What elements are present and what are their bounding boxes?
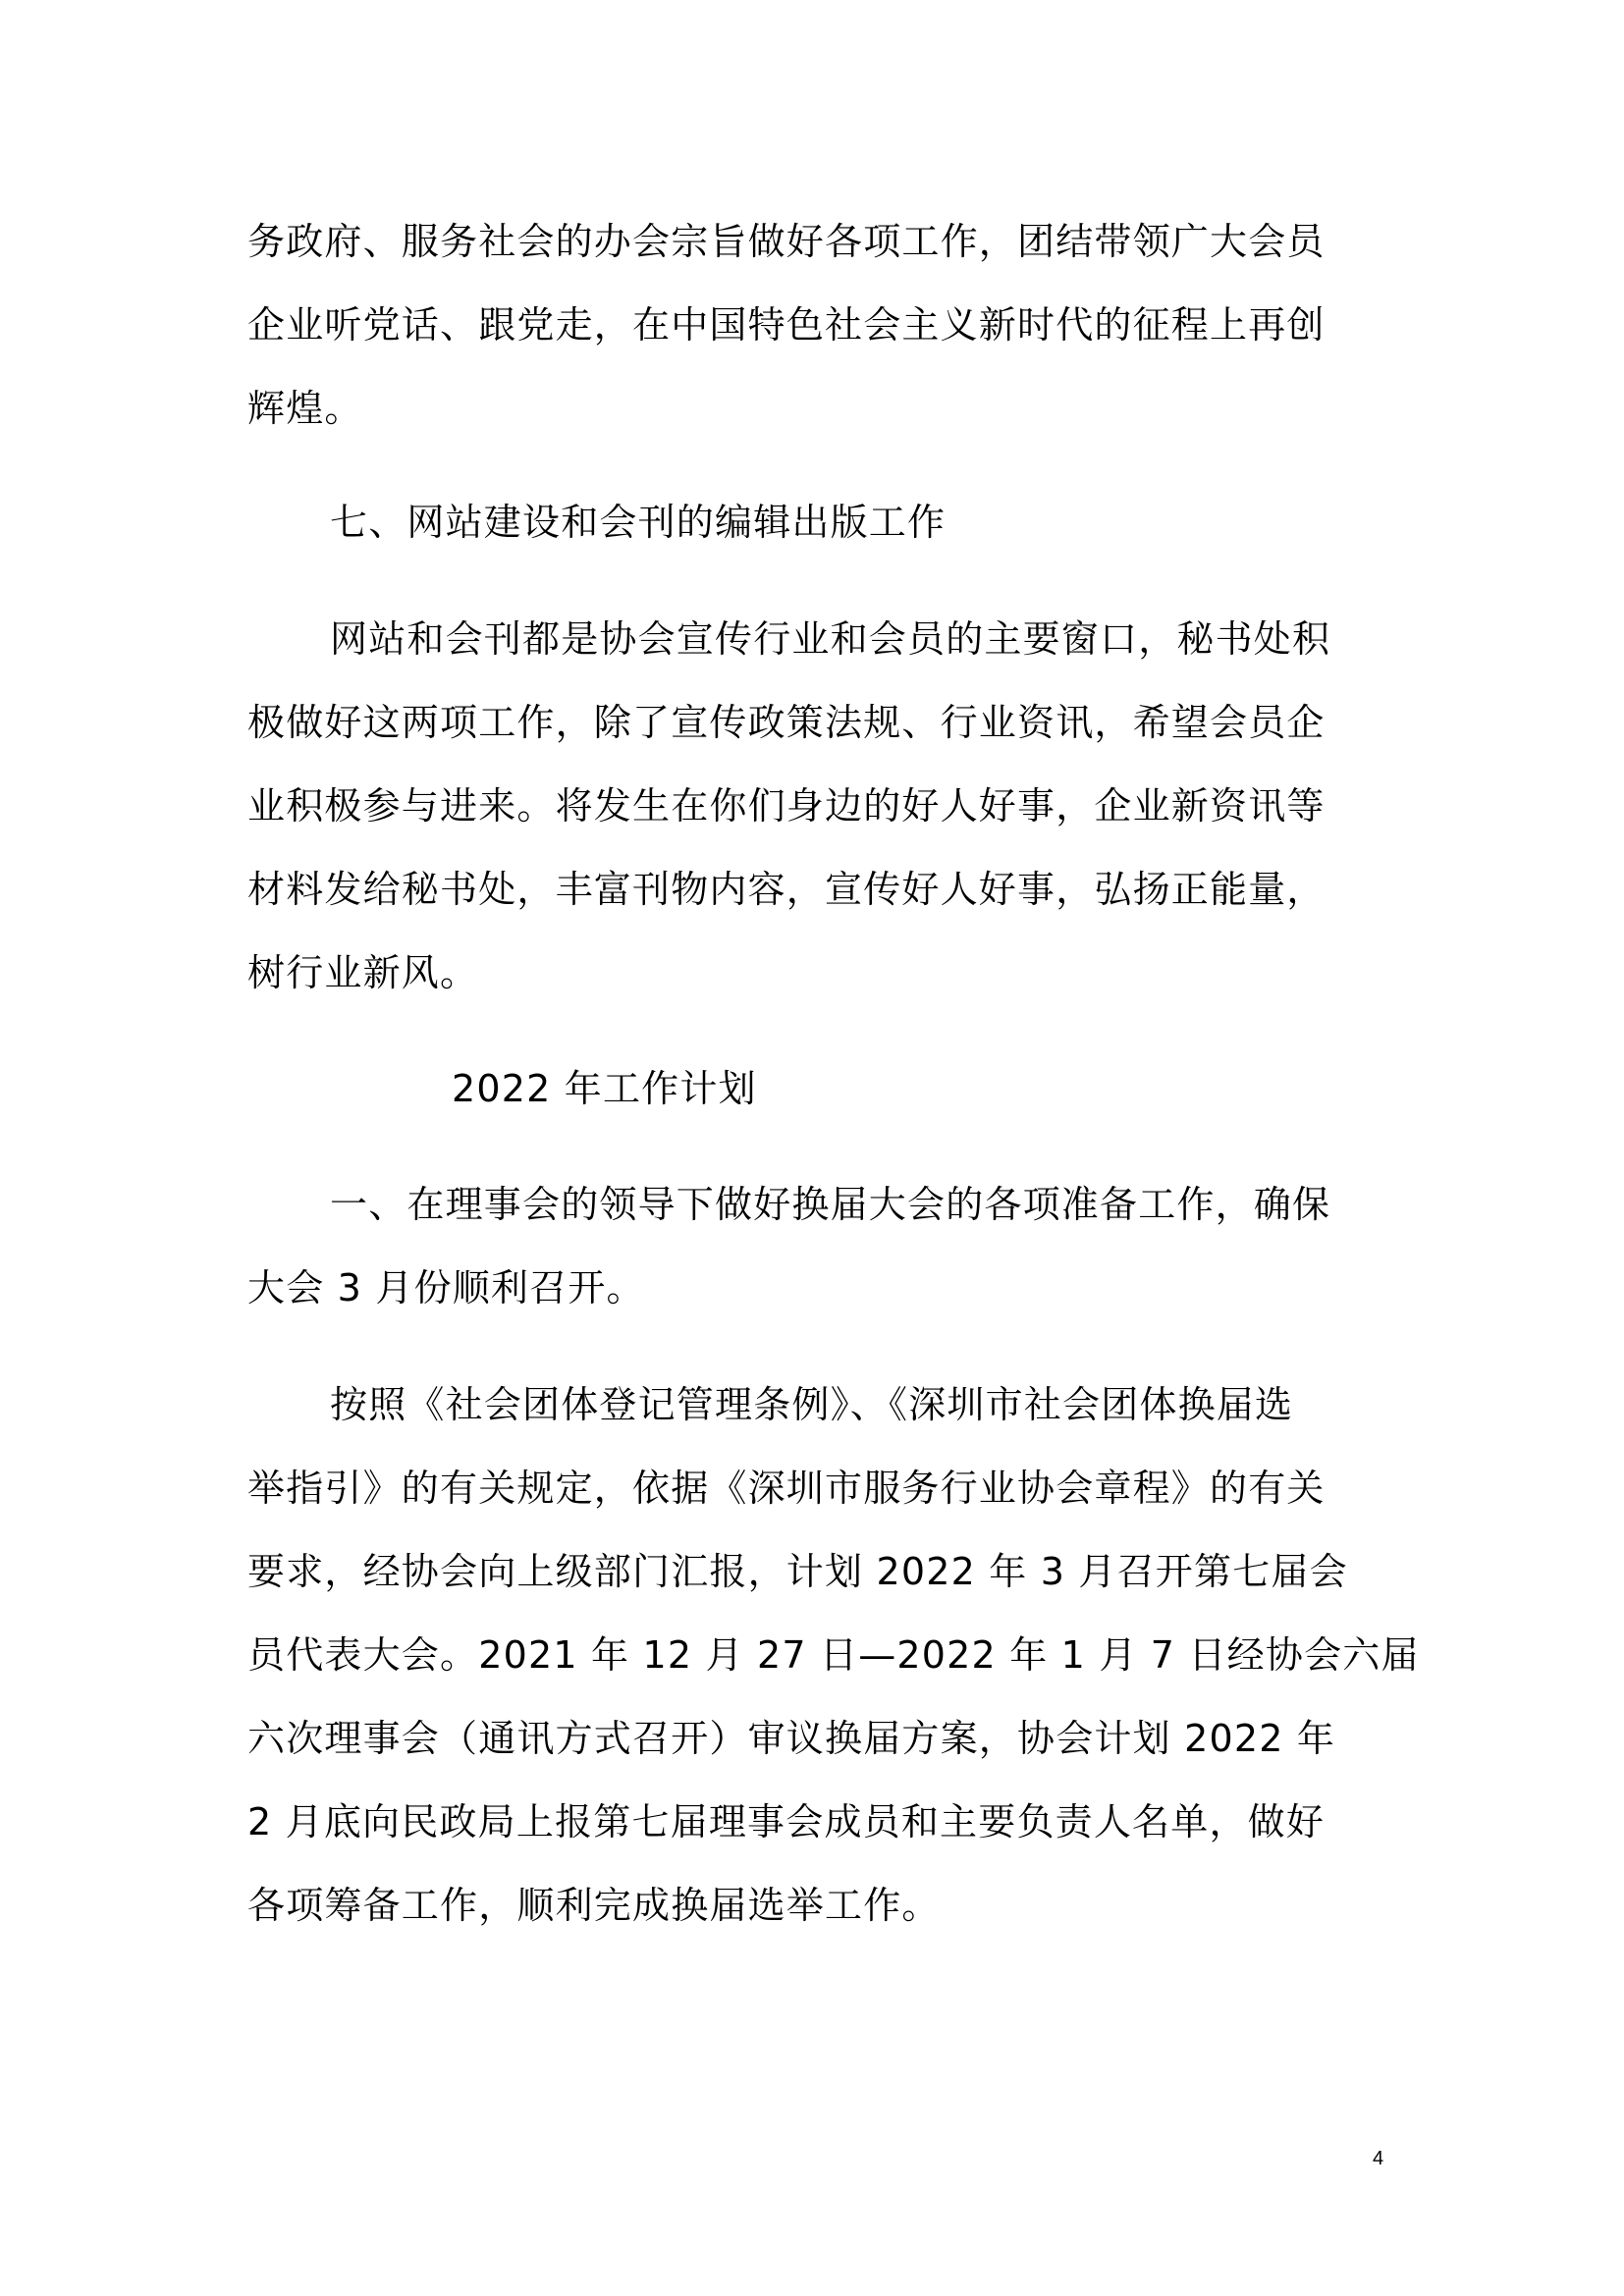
body-text-line: 辉煌。 xyxy=(247,387,363,430)
body-text-line: 材料发给秘书处，丰富刊物内容，宣传好人好事，弘扬正能量， xyxy=(247,868,1326,911)
page-number: 4 xyxy=(1373,2148,1384,2169)
body-text-line: 企业听党话、跟党走，在中国特色社会主义新时代的征程上再创 xyxy=(247,303,1326,347)
section-heading: 七、网站建设和会刊的编辑出版工作 xyxy=(330,501,947,544)
plan-heading: 2022 年工作计划 xyxy=(452,1067,757,1110)
body-text-line: 举指引》的有关规定，依据《深圳市服务行业协会章程》的有关 xyxy=(247,1467,1326,1510)
body-text-line: 大会 3 月份顺利召开。 xyxy=(247,1266,645,1309)
body-text-line: 务政府、服务社会的办会宗旨做好各项工作，团结带领广大会员 xyxy=(247,220,1326,263)
body-text-line: 按照《社会团体登记管理条例》、《深圳市社会团体换届选 xyxy=(330,1383,1294,1426)
body-text-line: 业积极参与进来。将发生在你们身边的好人好事，企业新资讯等 xyxy=(247,784,1326,828)
body-text-line: 六次理事会（通讯方式召开）审议换届方案，协会计划 2022 年 xyxy=(247,1717,1336,1760)
body-text-line: 员代表大会。2021 年 12 月 27 日—2022 年 1 月 7 日经协会六届 xyxy=(247,1633,1420,1677)
body-text-line: 要求，经协会向上级部门汇报，计划 2022 年 3 月召开第七届会 xyxy=(247,1550,1348,1593)
body-text-line: 网站和会刊都是协会宣传行业和会员的主要窗口，秘书处积 xyxy=(330,617,1331,661)
body-text-line: 2 月底向民政局上报第七届理事会成员和主要负责人名单，做好 xyxy=(247,1800,1326,1843)
body-text-line: 一、在理事会的领导下做好换届大会的各项准备工作，确保 xyxy=(330,1183,1331,1226)
body-text-line: 极做好这两项工作，除了宣传政策法规、行业资讯，希望会员企 xyxy=(247,701,1326,744)
body-text-line: 各项筹备工作，顺利完成换届选举工作。 xyxy=(247,1884,941,1927)
body-text-line: 树行业新风。 xyxy=(247,951,479,994)
